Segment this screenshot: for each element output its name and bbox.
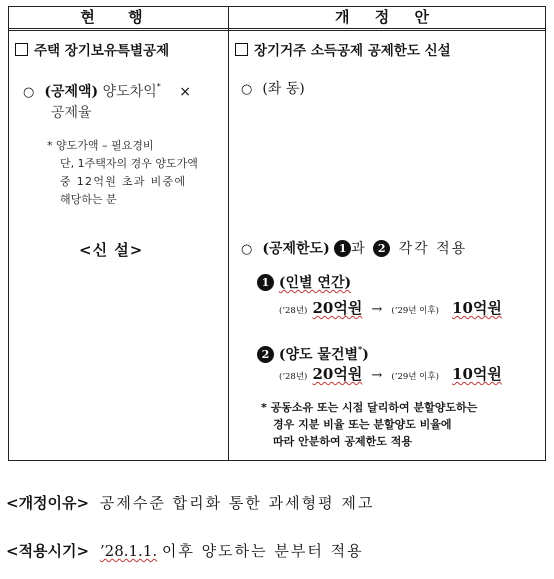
number-1-icon: 1 (334, 240, 351, 257)
reason-text: 공제수준 합리화 통한 과세형평 제고 (99, 494, 375, 512)
sub1-from-year: (’28년) (279, 306, 308, 316)
checkbox-square-icon (235, 43, 248, 56)
deduction-label: (공제액) (44, 84, 99, 100)
bullet-circle-icon: ○ (23, 85, 35, 100)
comparison-table (8, 6, 546, 461)
note-line-2: 경우 지분 비율 또는 분할양도 비율에 (273, 418, 452, 431)
number-2-icon: 2 (373, 240, 390, 257)
limit-and: 과 (351, 241, 365, 257)
sub1-from-value: 20억원 (312, 299, 363, 317)
number-1-icon: 1 (257, 274, 274, 291)
note-line-3: 중 12억원 초과 비중에 (60, 175, 187, 188)
limit-label: (공제한도) (262, 241, 330, 257)
sub2-sup: * (358, 344, 363, 354)
multiply-sign: × (179, 84, 191, 100)
arrow-right-icon: → (371, 302, 383, 317)
right-footnote (261, 399, 477, 450)
note-line-1: 양도가액 – 필요경비 (56, 139, 154, 152)
column-divider (228, 7, 229, 460)
left-footnote-cont (60, 155, 230, 209)
sub1-to-year: (’29년 이후) (391, 306, 439, 316)
note-line-2: 단, 1주택자의 경우 양도가액 (60, 157, 198, 170)
reason-label: <개정이유> (6, 494, 90, 512)
note-line-3: 따라 안분하여 공제한도 적용 (273, 435, 412, 448)
sub1-amount-row (279, 297, 502, 318)
note-line-4: 해당하는 분 (60, 193, 117, 206)
new-provision-label: <신 설> (79, 241, 144, 259)
left-footnote (47, 137, 154, 155)
timing-line (6, 540, 364, 561)
note-mark: * (47, 139, 53, 152)
left-title-text: 주택 장기보유특별공제 (34, 43, 170, 59)
same-text: (좌 동) (262, 81, 305, 97)
sub2-to-year: (’29년 이후) (391, 372, 439, 382)
number-2-icon: 2 (257, 346, 274, 363)
same-as-left (241, 77, 305, 102)
note-line-1: 공동소유 또는 시점 달리하여 분할양도하는 (270, 401, 478, 414)
table-header (9, 7, 545, 31)
sub2-from-value: 20억원 (312, 365, 363, 383)
bullet-circle-icon: ○ (241, 82, 253, 97)
deduction-sup: * (156, 82, 161, 91)
deduction-term-2: 공제율 (51, 105, 92, 121)
right-title-text: 장기거주 소득공제 공제한도 신설 (254, 43, 451, 59)
note-mark: * (261, 401, 267, 414)
sub2-from-year: (’28년) (279, 372, 308, 382)
sub2-label: (양도 물건별 (278, 347, 358, 363)
bullet-circle-icon: ○ (241, 242, 253, 257)
limit-suffix: 각각 적용 (398, 241, 468, 257)
header-current: 현 행 (80, 8, 157, 26)
sub1-to-value: 10억원 (452, 299, 502, 317)
left-section-title (15, 39, 169, 59)
timing-text: 이후 양도하는 분부터 적용 (161, 542, 364, 560)
deduction-term-1: 양도차익 (102, 84, 157, 100)
sub2-to-value: 10억원 (452, 365, 502, 383)
timing-date: ’28.1.1. (99, 542, 158, 560)
header-revised: 개 정 안 (335, 8, 439, 26)
sub2-close: ) (362, 347, 369, 363)
checkbox-square-icon (15, 43, 28, 56)
limit-item (241, 237, 467, 262)
sub-item-1 (257, 271, 351, 295)
reason-line (6, 492, 374, 513)
arrow-right-icon: → (371, 368, 383, 383)
right-section-title (235, 39, 451, 59)
sub1-label: (인별 연간) (278, 275, 352, 291)
sub2-amount-row (279, 363, 502, 384)
timing-label: <적용시기> (6, 542, 90, 560)
